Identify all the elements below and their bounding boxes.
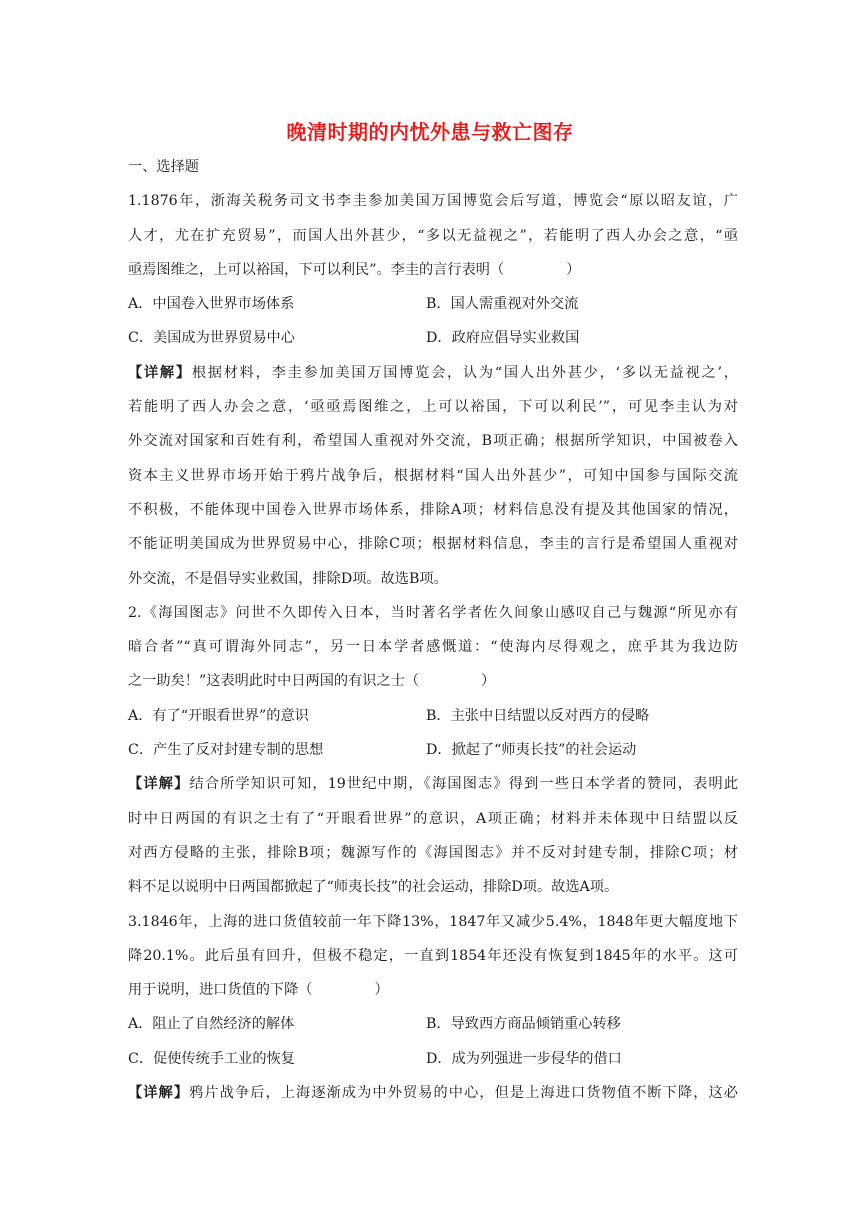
page-title: 晚清时期的内忧外患与救亡图存 [286, 120, 574, 144]
option-c: C．产生了反对封建专制的思想 [128, 742, 324, 759]
option-a: A．有了“开眼看世界”的意识 [128, 707, 309, 724]
options-row [128, 705, 738, 739]
explanation-line: 若能明了西人办会之意，‘亟亟焉图维之，上可以裕国，下可以利民’”，可见李圭认为对 [128, 399, 738, 416]
question-1 [128, 190, 738, 602]
option-c: C．促使传统手工业的恢复 [128, 1050, 295, 1067]
question-3 [128, 911, 738, 1117]
question-stem-close: ） [566, 261, 581, 278]
option-b: B．主张中日结盟以反对西方的侵略 [426, 707, 650, 724]
option-d: D．掀起了“师夷长技”的社会运动 [426, 742, 637, 759]
option-d: D．政府应倡导实业救国 [426, 330, 580, 347]
section-heading: 一、选择题 [128, 159, 199, 175]
question-stem-line [128, 979, 738, 1013]
question-stem-line: 暗合者”“真可谓海外同志”，另一日本学者感慨道：“使海内尽得观之，庶乎其为我边防 [128, 639, 738, 656]
question-stem-line: 人才，尤在扩充贸易”，而国人出外甚少，“多以无益视之”，若能明了西人办会之意，“亟 [128, 227, 738, 244]
question-stem-line [128, 259, 738, 293]
question-stem-line: 2.《海国图志》问世不久即传入日本，当时著名学者佐久间象山感叹自己与魏源“所见亦有 [128, 604, 738, 621]
explanation-line [128, 1082, 738, 1116]
option-d: D．成为列强进一步侵华的借口 [426, 1050, 622, 1067]
explanation-line: 资本主义世界市场开始于鸦片战争后，根据材料“国人出外甚少”，可知中国参与国际交流 [128, 467, 738, 484]
option-c: C．美国成为世界贸易中心 [128, 330, 295, 347]
explanation-line: 对西方侵略的主张，排除B项；魏源写作的《海国图志》并不反对封建专制，排除C项；材 [128, 844, 738, 861]
options-row [128, 293, 738, 327]
explanation-line: 时中日两国的有识之士有了“开眼看世界”的意识，A项正确；材料并未体现中日结盟以反 [128, 810, 738, 827]
options-row [128, 1048, 738, 1082]
option-b: B．国人需重视对外交流 [426, 296, 579, 313]
explanation-text: 鸦片战争后，上海逐渐成为中外贸易的中心，但是上海进口货物值不断下降，这必 [189, 1085, 738, 1102]
question-stem-text: 用于说明，进口货值的下降（ [128, 982, 313, 999]
question-stem-text: 之一助矣！”这表明此时中日两国的有识之士（ [128, 673, 420, 690]
explanation-text: 根据材料，李圭参加美国万国博览会，认为“国人出外甚少，‘多以无益视之’， [191, 364, 738, 381]
explanation-text: 结合所学知识可知，19世纪中期，《海国图志》得到一些日本学者的赞同，表明此 [189, 776, 738, 793]
question-stem-line [128, 670, 738, 704]
option-b: B．导致西方商品倾销重心转移 [426, 1016, 621, 1033]
options-row [128, 327, 738, 361]
explanation-tag: 【详解】 [128, 364, 192, 381]
question-2 [128, 602, 738, 911]
explanation-tag: 【详解】 [128, 776, 190, 793]
explanation-line: 不积极，不能体现中国卷入世界市场体系，排除A项；材料信息没有提及其他国家的情况， [128, 501, 738, 518]
options-row [128, 1013, 738, 1047]
option-a: A．阻止了自然经济的解体 [128, 1016, 295, 1033]
explanation-line: 外交流对国家和百姓有利，希望国人重视对外交流，B项正确；根据所学知识，中国被卷入 [128, 433, 738, 450]
explanation-tag: 【详解】 [128, 1085, 190, 1102]
document-body [128, 156, 738, 1116]
question-stem-close: ） [481, 673, 496, 690]
explanation-line: 不能证明美国成为世界贸易中心，排除C项；根据材料信息，李圭的言行是希望国人重视对 [128, 536, 738, 553]
explanation-line [128, 362, 738, 396]
explanation-line: 外交流，不是倡导实业救国，排除D项。故选B项。 [128, 570, 448, 587]
question-stem-close: ） [374, 982, 389, 999]
question-stem-line: 降20.1%。此后虽有回升，但极不稳定，一直到1854年还没有恢复到1845年的水平。这可 [128, 947, 738, 964]
explanation-line: 料不足以说明中日两国都掀起了“师夷长技”的社会运动，排除D项。故选A项。 [128, 879, 619, 896]
question-stem-line: 3.1846年，上海的进口货值较前一年下降13%，1847年又减少5.4%，1848年更大幅度地下 [128, 913, 738, 930]
option-a: A．中国卷入世界市场体系 [128, 296, 295, 313]
question-stem-line: 1.1876年，浙海关税务司文书李圭参加美国万国博览会后写道，博览会“原以昭友谊，广 [128, 193, 738, 210]
options-row [128, 739, 738, 773]
question-stem-text: 亟焉图维之，上可以裕国，下可以利民”。李圭的言行表明（ [128, 261, 505, 278]
explanation-line [128, 773, 738, 807]
